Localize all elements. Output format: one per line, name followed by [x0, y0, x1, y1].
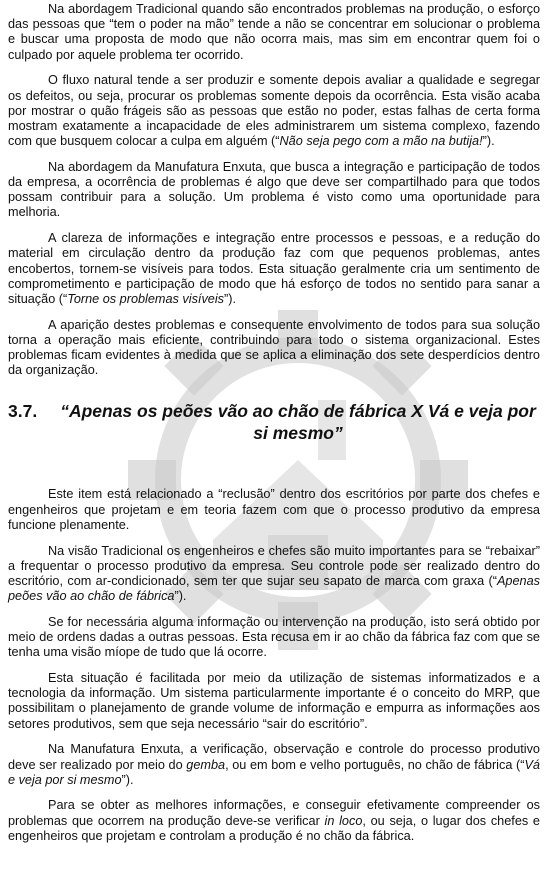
- paragraph: [8, 742, 540, 788]
- section-after: [8, 487, 540, 844]
- text-run: ”).: [174, 589, 187, 604]
- text-run: ”).: [121, 772, 134, 787]
- italic-text: gemba: [186, 757, 226, 772]
- text-run: A aparição destes problemas e consequente envolvimento de todos para sua solução torna a operação mais eficiente, contribuindo para todo o sistema organizacional. Estes problemas ficam evidentes à medida que se aplica a eliminação dos sete desperdícios dentro da organização.: [8, 317, 540, 378]
- text-run: ”).: [482, 134, 495, 149]
- text-run: Se for necessária alguma informação ou intervenção na produção, isto será obtido por meio de ordens dadas a outras pessoas. Esta recusa em ir ao chão da fábrica faz com que se tenha uma visão míope de tudo que lá ocorre.: [8, 614, 540, 660]
- paragraph: [8, 615, 540, 661]
- section-before: [8, 2, 540, 378]
- paragraph: [8, 671, 540, 732]
- italic-text: Torne os problemas visíveis: [67, 291, 225, 306]
- paragraph: [8, 318, 540, 379]
- section-title: “Apenas os peões vão ao chão de fábrica X Vá e veja por si mesmo”: [60, 401, 536, 444]
- text-run: , ou seja, o lugar dos chefes e engenheiros que projetam e controlam a produção é no chão da fábrica.: [8, 813, 540, 843]
- section-heading: [8, 400, 540, 444]
- italic-text: Vá e veja por si mesmo: [8, 757, 540, 787]
- text-run: Este item está relacionado a “reclusão” dentro dos escritórios por parte dos chefes e engenheiros que projetam e em teoria fazem com que o processo produtivo da empresa funcione plenamente.: [8, 487, 540, 532]
- text-run: Para se obter as melhores informações, e conseguir efetivamente compreender os problemas que ocorrem na produção deve-se verificar: [8, 798, 540, 828]
- text-run: Na Manufatura Enxuta, a verificação, observação e controle do processo produtivo deve ser realizado por meio do: [8, 742, 540, 772]
- paragraph: [8, 544, 540, 605]
- text-run: Na abordagem Tradicional quando são encontrados problemas na produção, o esforço das pessoas que “tem o poder na mão” tende a não se concentrar em solucionar o problema e buscar uma proposta de modo que não ocorra mais, mas sim em encontrar quem foi o culpado por aquele problema ter ocorrido.: [8, 2, 540, 62]
- paragraph: [8, 2, 540, 63]
- text-run: A clareza de informações e integração entre processos e pessoas, e a redução do material em circulação dentro da produção faz com que pequenos problemas, antes encobertos, tornem-se visíveis para todos. Esta situação geralmente cria um sentimento de comprometimento e participação de modo que há esforço de todos no sentido para sanar a situação (“: [8, 231, 540, 306]
- text-run: Na abordagem da Manufatura Enxuta, que busca a integração e participação de todos da empresa, a ocorrência de problemas é algo que deve ser compartilhado para que todos possam contribuir para a solução. Um problema é visto como uma oportunidade para melhoria.: [8, 159, 540, 220]
- text-run: ”).: [224, 291, 237, 306]
- section-number: 3.7.: [8, 401, 38, 422]
- text-run: Na visão Tradicional os engenheiros e chefes são muito importantes para se “rebaixar” a frequentar o processo produtivo da empresa. Seu controle pode ser realizado dentro do escritório, com ar-condicionado, sem ter que sujar seu sapato de marca com graxa (“: [8, 543, 540, 588]
- text-run: Esta situação é facilitada por meio da utilização de sistemas informatizados e a tecnologia da informação. Um sistema particularmente importante é o conceito do MRP, que possibilitam o planejamento de grande volume de informação e empurra as informações aos setores produtivos, sem que seja necessário “sair do escritório”.: [8, 671, 540, 731]
- paragraph: [8, 231, 540, 307]
- paragraph: [8, 798, 540, 844]
- italic-text: in loco: [324, 813, 363, 828]
- paragraph: [8, 73, 540, 149]
- text-run: , ou em bom e velho português, no chão de fábrica (“: [225, 757, 525, 772]
- italic-text: Não seja pego com a mão na butija!: [279, 134, 483, 149]
- text-run: O fluxo natural tende a ser produzir e somente depois avaliar a qualidade e segregar os defeitos, ou seja, procurar os problemas somente depois da ocorrência. Esta visão acaba por mostrar o quão frágeis são as pessoas que estão no poder, estas falhas de certa forma mostram exatamente a incapacidade de eles administrarem um sistema complexo, fazendo com que busquem colocar a culpa em alguém (“: [8, 73, 540, 149]
- paragraph: [8, 487, 540, 533]
- paragraph: [8, 160, 540, 221]
- italic-text: Apenas peões vão ao chão de fábrica: [8, 573, 540, 604]
